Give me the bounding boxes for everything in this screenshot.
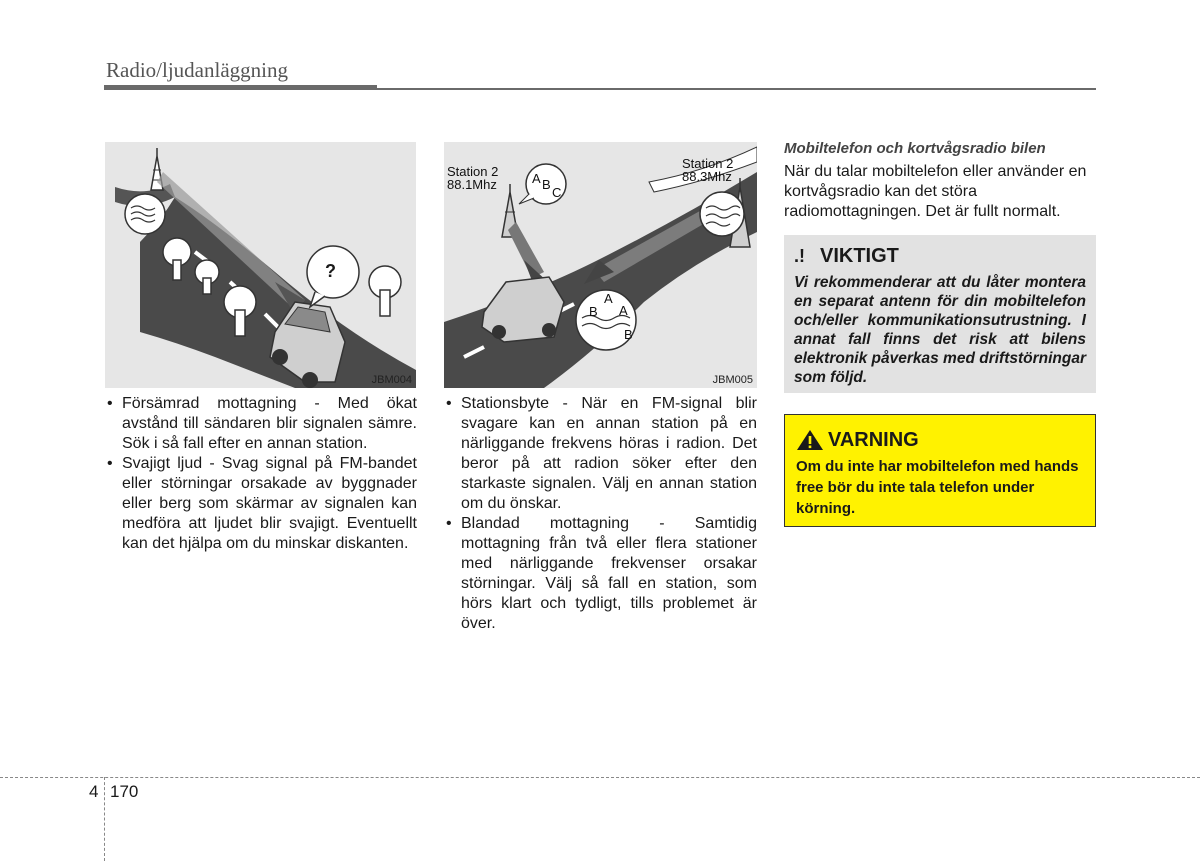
station-left-freq: 88.1Mhz [447,177,497,192]
warning-header [796,428,1085,452]
section-title: Radio/ljudanläggning [106,58,288,82]
warning-box [784,414,1096,527]
bullet-list [444,394,757,634]
notice-header [794,244,1086,268]
bubble-letter-c: C [552,185,562,200]
warning-title: VARNING [828,428,919,451]
column-1 [105,394,417,554]
station-right-freq: 88.3Mhz [682,169,732,184]
list-item: • Svajigt ljud - Svag signal på FM-bandet eller störningar orsakade av byggnader eller berg som skärmar av signalen kan medföra att ljudet blir svajigt. Eventuellt kan det hjälpa om du minskar diskanten. [105,454,417,554]
bubble-letter-b: B [542,177,551,192]
exclamation-icon: .! [794,246,805,266]
column-3 [784,140,1096,222]
warning-triangle-icon [796,429,824,451]
distorted-signal-bubble [125,194,165,234]
figure-station-change [444,142,757,388]
notice-body: Vi rekommenderar att du låter montera en separat antenn för din mobiltelefon och/eller kommunikationsutrustning. I annat fall finns det risk att bilens elektronik påverkas med driftstörningar som följd. [794,274,1087,386]
bubble-letter-a: A [532,171,541,186]
subsection-heading: Mobiltelefon och kortvågsradio bilen [784,140,1046,157]
figure-weak-reception-illustration [105,142,416,388]
footer-divider [0,777,1200,778]
station-right-name: Station 2 [682,156,734,171]
header-rule [377,88,1096,90]
bubble-right-letter-1: A [604,291,613,306]
figure-weak-reception [105,142,416,388]
list-item: • Försämrad mottagning - Med ökat avstånd till sändaren blir signalen sämre. Sök i så fall efter en annan station. [105,394,417,454]
signal-beam-left [508,222,544,278]
bubble-distorted [700,192,744,236]
page-number: 170 [110,782,139,801]
footer-margin-line [104,777,105,861]
important-notice [784,235,1096,393]
question-mark: ? [325,261,336,281]
chapter-number: 4 [89,782,99,801]
bubble-right-letter-4: B [624,327,633,342]
list-item: • Blandad mottagning - Samtidig mottagning från två eller flera stationer med närliggande frekvenser orsakar störningar. Välj så fall en station, som hörs klart och tydligt, tills problemet är över. [444,514,757,634]
bubble-right-letter-2: B [589,304,598,319]
notice-title: VIKTIGT [820,244,899,267]
header-rule-accent [104,85,377,90]
list-item: • Stationsbyte - När en FM-signal blir svagare kan en annan station på en närliggande frekvens höras i radion. Det beror på att radion söker efter den starkaste signalen. Välj en annan station om du önskar. [444,394,757,514]
bubble-right-letter-3: A [619,303,628,318]
station-left-name: Station 2 [447,164,499,179]
column-2 [444,394,757,634]
figure-code: JBM005 [712,374,753,386]
car [482,277,564,342]
paragraph: När du talar mobiltelefon eller använder en kortvågsradio kan det störa radiomottagningen. Det är fullt normalt. [784,163,1087,220]
warning-body: Om du inte har mobiltelefon med hands free bör du inte tala telefon under körning. [796,458,1079,517]
figure-code: JBM004 [371,374,412,386]
bullet-list [105,394,417,554]
